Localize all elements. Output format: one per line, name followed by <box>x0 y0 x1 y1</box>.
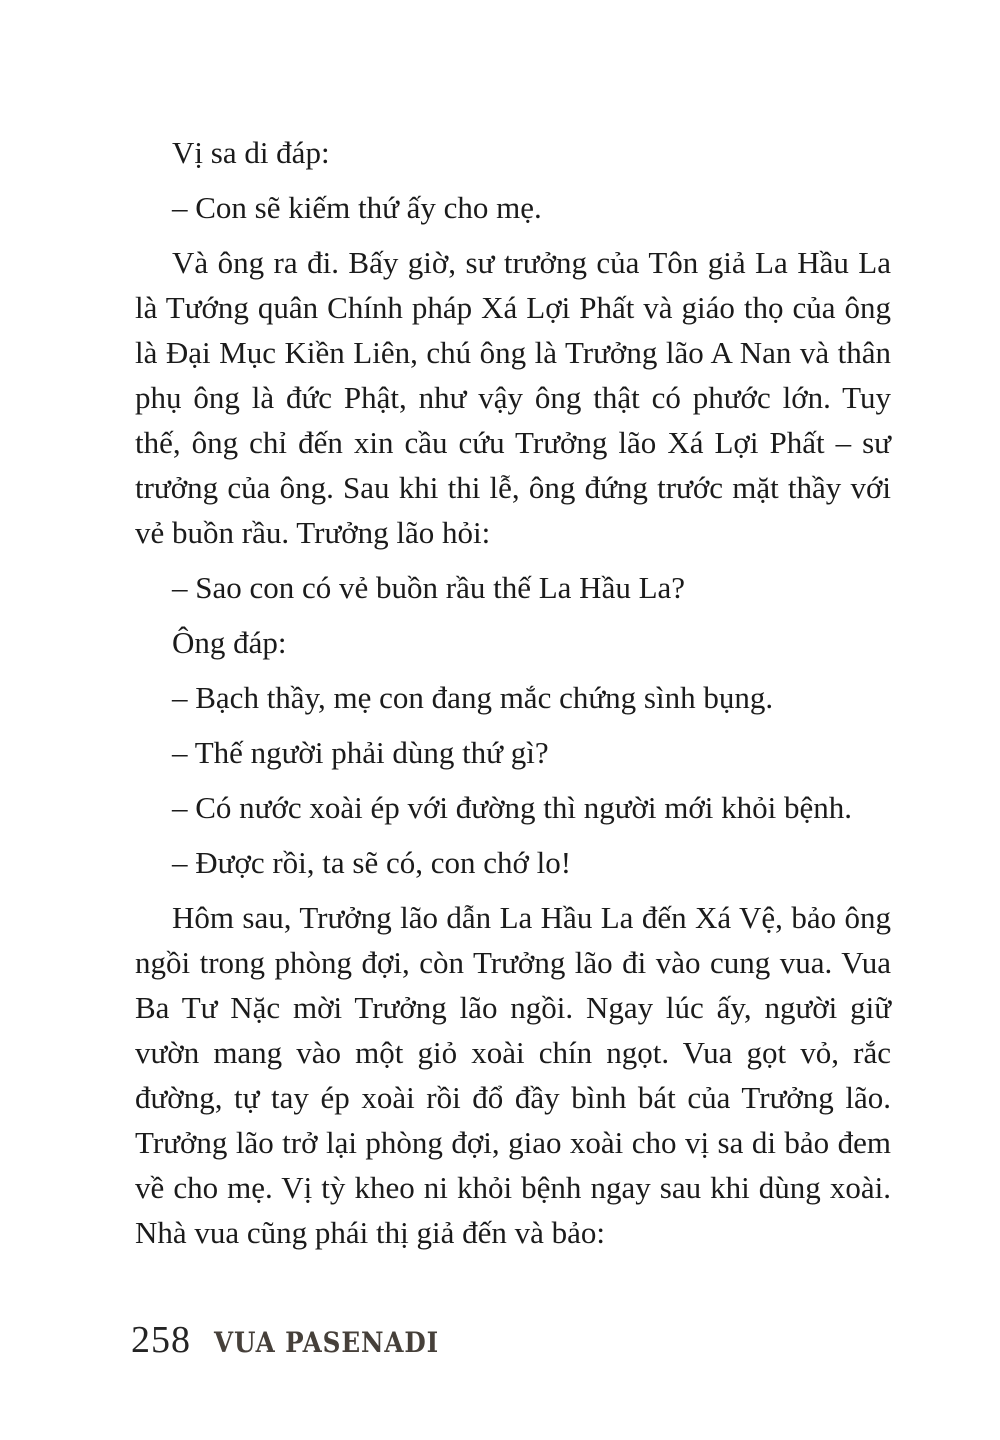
dialogue-line: – Bạch thầy, mẹ con đang mắc chứng sình bụng. <box>172 680 774 715</box>
dialogue-line: Ông đáp: <box>172 625 287 660</box>
running-title: VUA PASENADI <box>214 1326 440 1359</box>
body-paragraph: Hôm sau, Trưởng lão dẫn La Hầu La đến Xá Vệ, bảo ông ngồi trong phòng đợi, còn Trưởng lão đi vào cung vua. Vua Ba Tư Nặc mời Trưởng lão ngồi. Ngay lúc ấy, người giữ vườn mang vào một giỏ xoài chín ngọt. Vua gọt vỏ, rắc đường, tự tay ép xoài rồi đổ đầy bình bát của Trưởng lão. Trưởng lão trở lại phòng đợi, giao xoài cho vị sa di bảo đem về cho mẹ. Vị tỳ kheo ni khỏi bệnh ngay sau khi dùng xoài. Nhà vua cũng phái thị giả đến và bảo: <box>135 900 891 1250</box>
dialogue-line: Vị sa di đáp: <box>172 135 330 170</box>
dialogue-line: – Con sẽ kiếm thứ ấy cho mẹ. <box>172 190 542 225</box>
page-number: 258 <box>131 1319 191 1361</box>
dialogue-line: – Được rồi, ta sẽ có, con chớ lo! <box>172 845 572 880</box>
page-footer <box>131 1318 470 1362</box>
body-paragraph: Và ông ra đi. Bấy giờ, sư trưởng của Tôn giả La Hầu La là Tướng quân Chính pháp Xá Lợi Phất và giáo thọ của ông là Đại Mục Kiền Liên, chú ông là Trưởng lão A Nan và thân phụ ông là đức Phật, như vậy ông thật có phước lớn. Tuy thế, ông chỉ đến xin cầu cứu Trưởng lão Xá Lợi Phất – sư trưởng của ông. Sau khi thi lễ, ông đứng trước mặt thầy với vẻ buồn rầu. Trưởng lão hỏi: <box>135 245 891 550</box>
page-text-block <box>135 130 891 1265</box>
dialogue-line: – Có nước xoài ép với đường thì người mới khỏi bệnh. <box>172 790 852 825</box>
dialogue-line: – Sao con có vẻ buồn rầu thế La Hầu La? <box>172 570 686 605</box>
dialogue-line: – Thế người phải dùng thứ gì? <box>172 735 549 770</box>
